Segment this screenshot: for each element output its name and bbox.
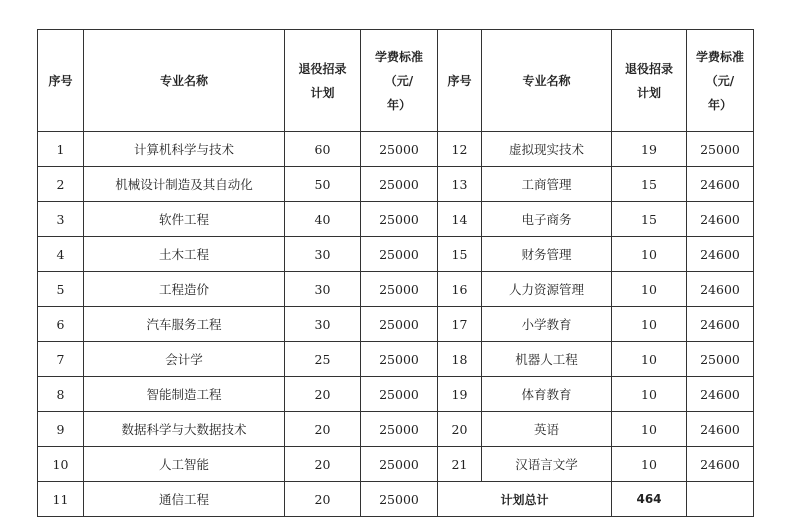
cell-plan: 20 (285, 447, 361, 482)
cell-fee-right: 25000 (687, 342, 754, 377)
cell-no: 9 (38, 412, 84, 447)
table-row (38, 237, 754, 272)
table-row (38, 342, 754, 377)
table-row (38, 272, 754, 307)
cell-plan-right: 10 (612, 237, 687, 272)
cell-fee-right: 24600 (687, 377, 754, 412)
cell-plan-right: 15 (612, 167, 687, 202)
cell-fee-right: 24600 (687, 272, 754, 307)
header-major-right: 专业名称 (482, 30, 612, 132)
cell-major-right: 人力资源管理 (482, 272, 612, 307)
cell-fee: 25000 (361, 412, 438, 447)
header-plan: 退役招录 计划 (285, 30, 361, 132)
cell-fee: 25000 (361, 202, 438, 237)
cell-plan: 60 (285, 132, 361, 167)
cell-fee: 25000 (361, 377, 438, 412)
cell-plan: 50 (285, 167, 361, 202)
cell-plan-right: 10 (612, 447, 687, 482)
table-row-last (38, 482, 754, 517)
cell-no: 6 (38, 307, 84, 342)
cell-plan-right: 10 (612, 377, 687, 412)
cell-fee-right: 24600 (687, 237, 754, 272)
cell-no-right: 21 (438, 447, 482, 482)
cell-no: 7 (38, 342, 84, 377)
cell-major: 会计学 (84, 342, 285, 377)
cell-no-right: 14 (438, 202, 482, 237)
header-plan-right: 退役招录 计划 (612, 30, 687, 132)
header-major: 专业名称 (84, 30, 285, 132)
cell-fee: 25000 (361, 132, 438, 167)
table-row (38, 167, 754, 202)
table-row (38, 377, 754, 412)
cell-major: 机械设计制造及其自动化 (84, 167, 285, 202)
cell-major-right: 小学教育 (482, 307, 612, 342)
cell-plan-right: 15 (612, 202, 687, 237)
cell-plan: 30 (285, 237, 361, 272)
cell-no: 3 (38, 202, 84, 237)
cell-fee-right: 24600 (687, 167, 754, 202)
cell-no: 8 (38, 377, 84, 412)
header-seq-right: 序号 (438, 30, 482, 132)
cell-plan-right: 10 (612, 307, 687, 342)
enrollment-plan-table (37, 29, 754, 517)
cell-no-right: 16 (438, 272, 482, 307)
cell-fee: 25000 (361, 237, 438, 272)
cell-major: 智能制造工程 (84, 377, 285, 412)
cell-major: 工程造价 (84, 272, 285, 307)
cell-no-right: 19 (438, 377, 482, 412)
cell-no: 10 (38, 447, 84, 482)
cell-no: 1 (38, 132, 84, 167)
cell-no-right: 17 (438, 307, 482, 342)
cell-plan: 20 (285, 412, 361, 447)
cell-plan: 20 (285, 377, 361, 412)
cell-fee: 25000 (361, 447, 438, 482)
cell-major: 软件工程 (84, 202, 285, 237)
cell-no: 2 (38, 167, 84, 202)
cell-plan-right: 10 (612, 272, 687, 307)
cell-plan: 30 (285, 307, 361, 342)
cell-fee-right: 24600 (687, 412, 754, 447)
cell-fee: 25000 (361, 482, 438, 517)
cell-fee-right: 24600 (687, 307, 754, 342)
cell-plan: 30 (285, 272, 361, 307)
cell-plan: 40 (285, 202, 361, 237)
cell-major-right: 电子商务 (482, 202, 612, 237)
cell-no-right: 15 (438, 237, 482, 272)
cell-major-right: 体育教育 (482, 377, 612, 412)
cell-no-right: 18 (438, 342, 482, 377)
cell-fee: 25000 (361, 167, 438, 202)
cell-plan-right: 19 (612, 132, 687, 167)
cell-fee-right: 24600 (687, 202, 754, 237)
empty-cell (687, 482, 754, 517)
cell-major-right: 机器人工程 (482, 342, 612, 377)
header-seq: 序号 (38, 30, 84, 132)
cell-no: 5 (38, 272, 84, 307)
cell-fee: 25000 (361, 272, 438, 307)
header-fee: 学费标准 （元/ 年） (361, 30, 438, 132)
cell-no-right: 12 (438, 132, 482, 167)
cell-major: 通信工程 (84, 482, 285, 517)
cell-major: 计算机科学与技术 (84, 132, 285, 167)
cell-plan: 20 (285, 482, 361, 517)
cell-no-right: 13 (438, 167, 482, 202)
cell-major: 土木工程 (84, 237, 285, 272)
table-header-row (38, 30, 754, 132)
header-fee-right: 学费标准 （元/ 年） (687, 30, 754, 132)
table-row (38, 202, 754, 237)
cell-fee: 25000 (361, 342, 438, 377)
table-row (38, 412, 754, 447)
table-row (38, 447, 754, 482)
cell-major-right: 工商管理 (482, 167, 612, 202)
cell-major-right: 虚拟现实技术 (482, 132, 612, 167)
cell-plan-right: 10 (612, 412, 687, 447)
cell-major: 数据科学与大数据技术 (84, 412, 285, 447)
cell-fee-right: 25000 (687, 132, 754, 167)
cell-fee-right: 24600 (687, 447, 754, 482)
cell-plan-right: 10 (612, 342, 687, 377)
total-label: 计划总计 (438, 482, 612, 517)
cell-no-right: 20 (438, 412, 482, 447)
cell-plan: 25 (285, 342, 361, 377)
cell-major-right: 英语 (482, 412, 612, 447)
cell-no: 11 (38, 482, 84, 517)
cell-fee: 25000 (361, 307, 438, 342)
cell-major: 汽车服务工程 (84, 307, 285, 342)
cell-major-right: 汉语言文学 (482, 447, 612, 482)
cell-major-right: 财务管理 (482, 237, 612, 272)
total-value: 464 (612, 482, 687, 517)
cell-no: 4 (38, 237, 84, 272)
cell-major: 人工智能 (84, 447, 285, 482)
table-row (38, 132, 754, 167)
table-row (38, 307, 754, 342)
